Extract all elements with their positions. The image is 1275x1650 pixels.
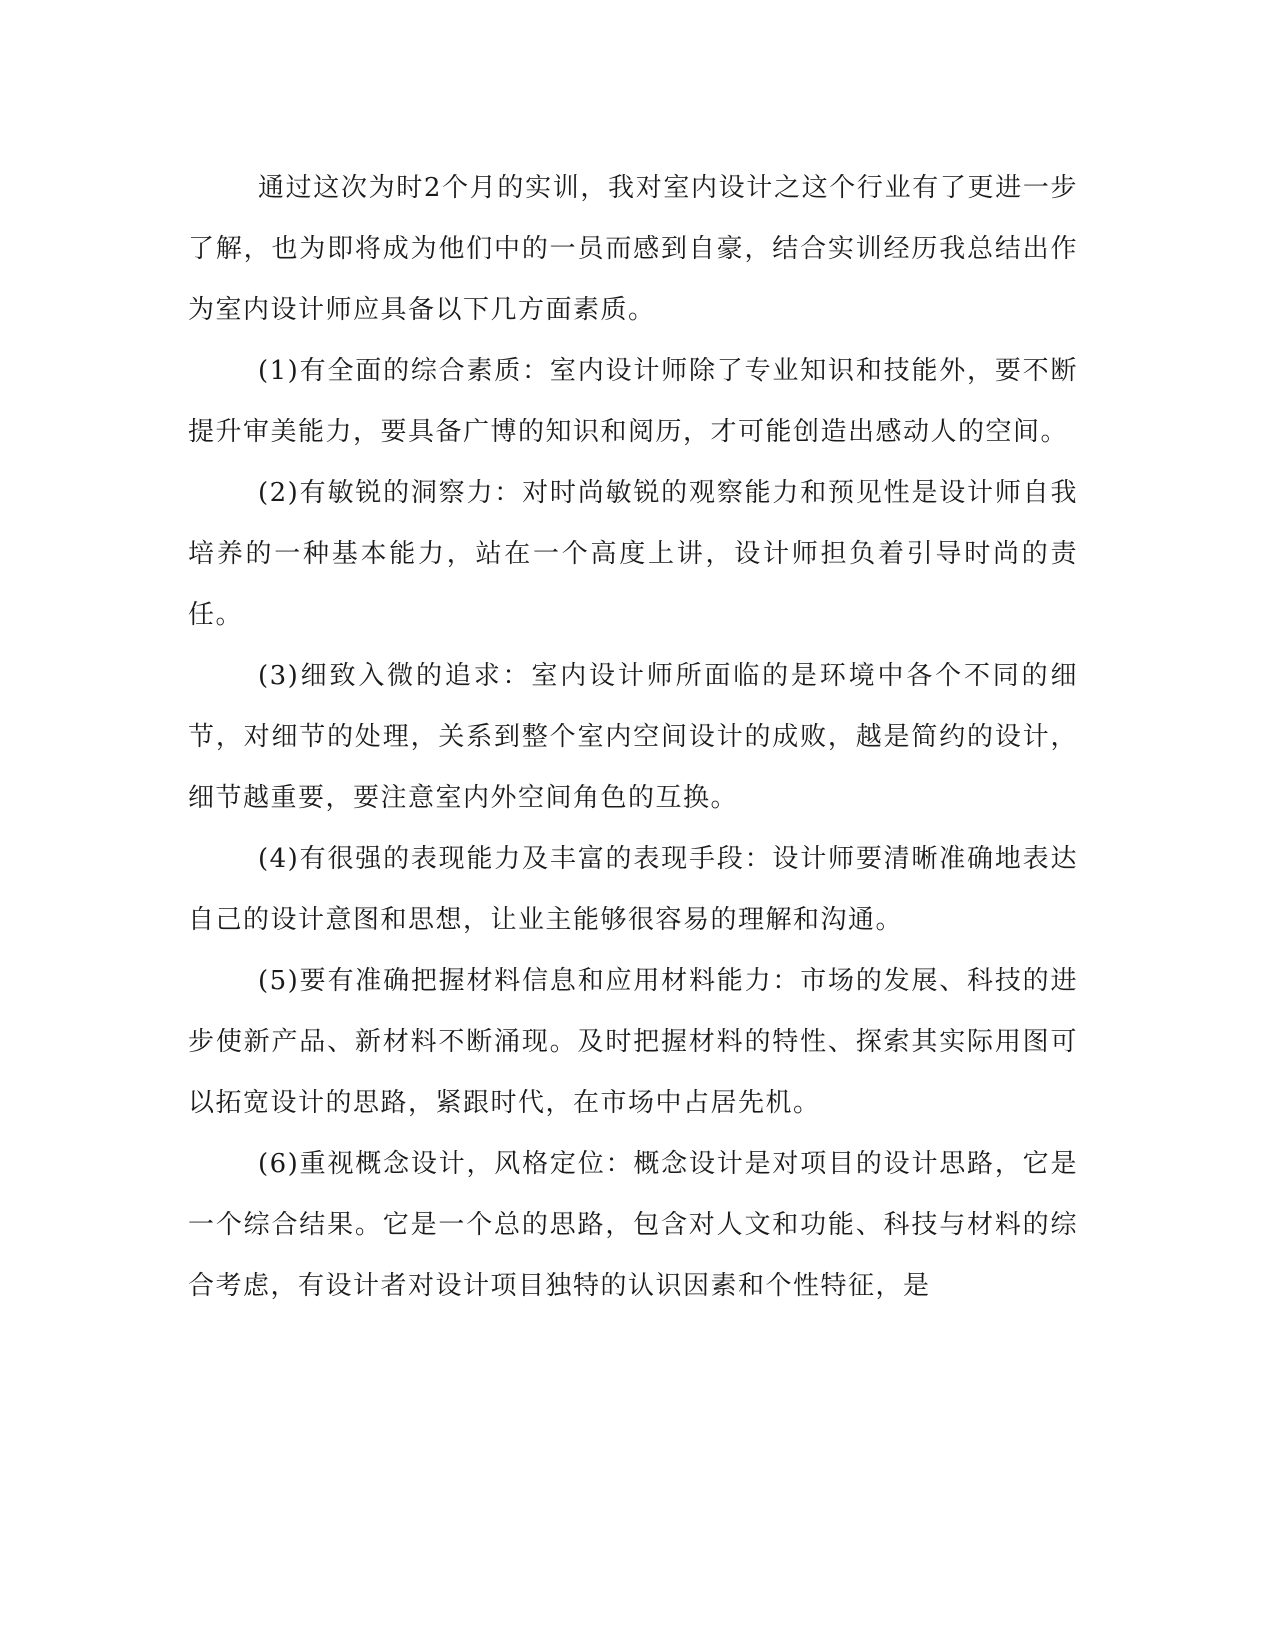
paragraph-point-2: (2)有敏锐的洞察力：对时尚敏锐的观察能力和预见性是设计师自我培养的一种基本能力，站在一个高度上讲，设计师担负着引导时尚的责任。: [188, 478, 1078, 630]
paragraph-point-4: (4)有很强的表现能力及丰富的表现手段：设计师要清晰准确地表达自己的设计意图和思想，让业主能够很容易的理解和沟通。: [188, 844, 1078, 935]
paragraph-intro: 通过这次为时2个月的实训，我对室内设计之这个行业有了更进一步了解，也为即将成为他们中的一员而感到自豪，结合实训经历我总结出作为室内设计师应具备以下几方面素质。: [188, 173, 1078, 325]
paragraph-point-1: (1)有全面的综合素质：室内设计师除了专业知识和技能外，要不断提升审美能力，要具备广博的知识和阅历，才可能创造出感动人的空间。: [188, 356, 1078, 447]
body-text: [188, 158, 1078, 1317]
paragraph-point-5: (5)要有准确把握材料信息和应用材料能力：市场的发展、科技的进步使新产品、新材料不断涌现。及时把握材料的特性、探索其实际用图可以拓宽设计的思路，紧跟时代，在市场中占居先机。: [188, 966, 1078, 1118]
paragraph-point-6: (6)重视概念设计，风格定位：概念设计是对项目的设计思路，它是一个综合结果。它是一个总的思路，包含对人文和功能、科技与材料的综合考虑，有设计者对设计项目独特的认识因素和个性特征，是: [188, 1149, 1078, 1301]
paragraph-point-3: (3)细致入微的追求：室内设计师所面临的是环境中各个不同的细节，对细节的处理，关系到整个室内空间设计的成败，越是简约的设计，细节越重要，要注意室内外空间角色的互换。: [188, 661, 1078, 813]
